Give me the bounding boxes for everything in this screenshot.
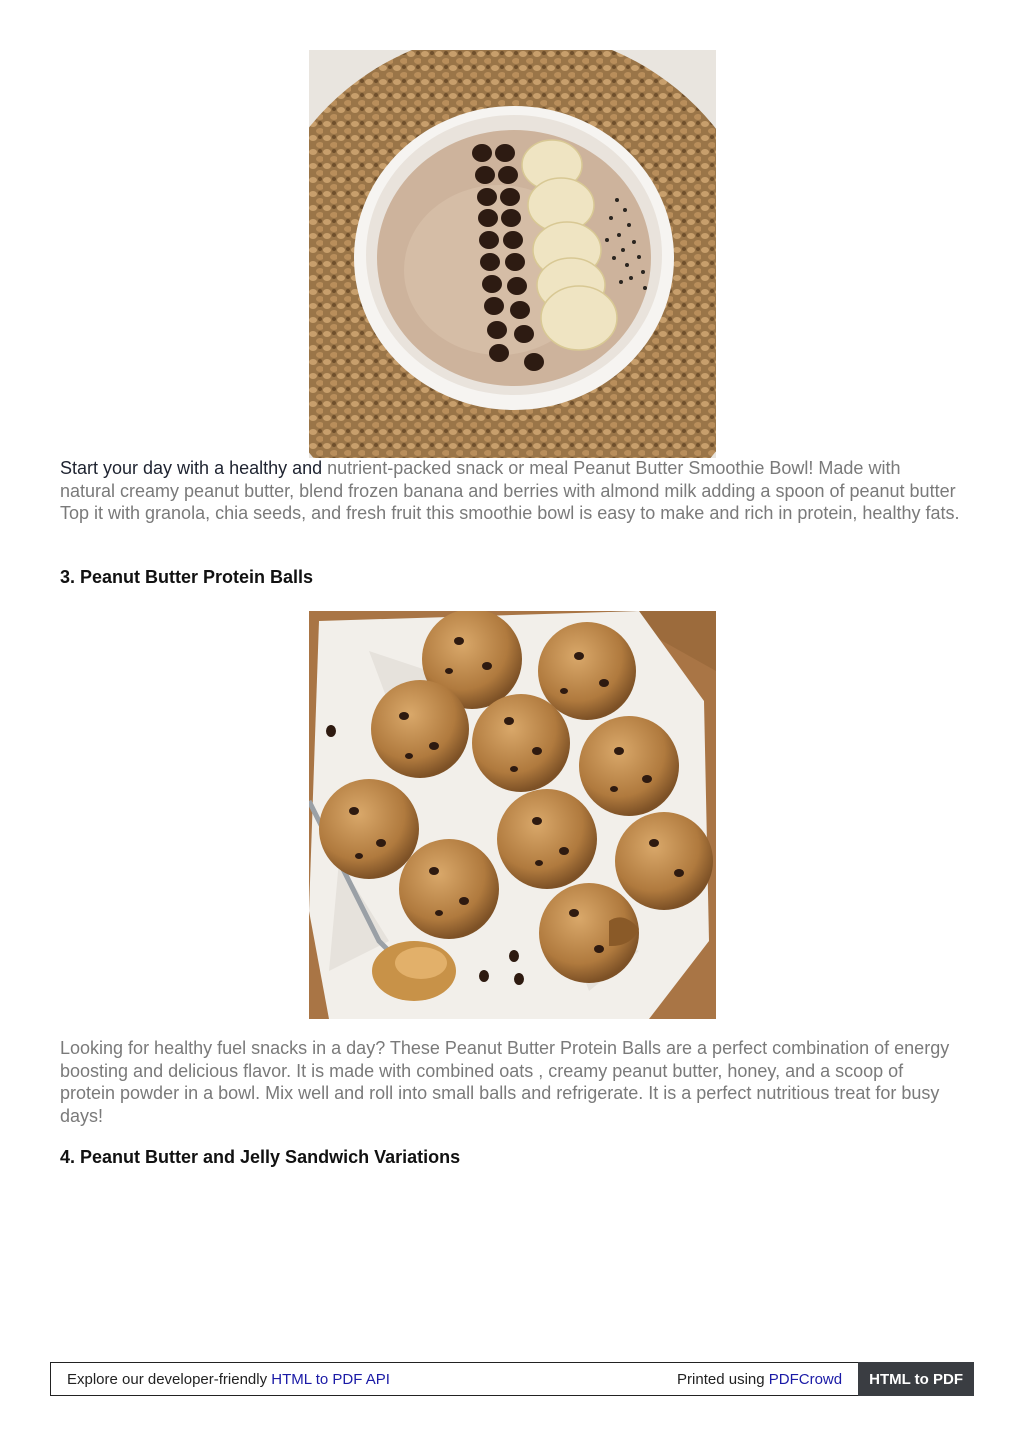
footer-printed-text: Printed using [677,1370,769,1388]
description-lead: Start your day with a healthy and [60,458,323,478]
heading-protein-balls: 3. Peanut Butter Protein Balls [60,567,314,587]
pdfcrowd-footer [50,1362,974,1396]
footer-printed [677,1371,858,1388]
smoothie-bowl-image [309,50,716,458]
protein-balls-image [309,611,716,1019]
footer-explore [51,1371,677,1388]
protein-balls-description: Looking for healthy fuel snacks in a day? These Peanut Butter Protein Balls are a perfect combination of energy boosting and delicious flavor. It is made with combined oats , creamy peanut butter, honey, and a scoop of protein powder in a bowl. Mix well and roll into small balls and refrigerate. It is a perfect nutritious treat for busy days! [60,1038,950,1126]
footer-explore-text: Explore our developer-friendly [67,1370,272,1388]
smoothie-bowl-description [60,457,960,525]
pdfcrowd-link[interactable]: PDFCrowd [768,1370,843,1388]
description-rest: nutrient-packed snack or meal Peanut Butter Smoothie Bowl! Made with natural creamy peanut butter, blend frozen banana and berries with almond milk adding a spoon of peanut butter Top it with granola, chia seeds, and fresh fruit this smoothie bowl is easy to make and rich in protein, healthy fats. [60,458,960,523]
heading-pbj-variations: 4. Peanut Butter and Jelly Sandwich Variations [60,1147,461,1167]
html-to-pdf-api-link[interactable]: HTML to PDF API [271,1370,390,1388]
html-to-pdf-badge[interactable]: HTML to PDF [858,1362,974,1396]
